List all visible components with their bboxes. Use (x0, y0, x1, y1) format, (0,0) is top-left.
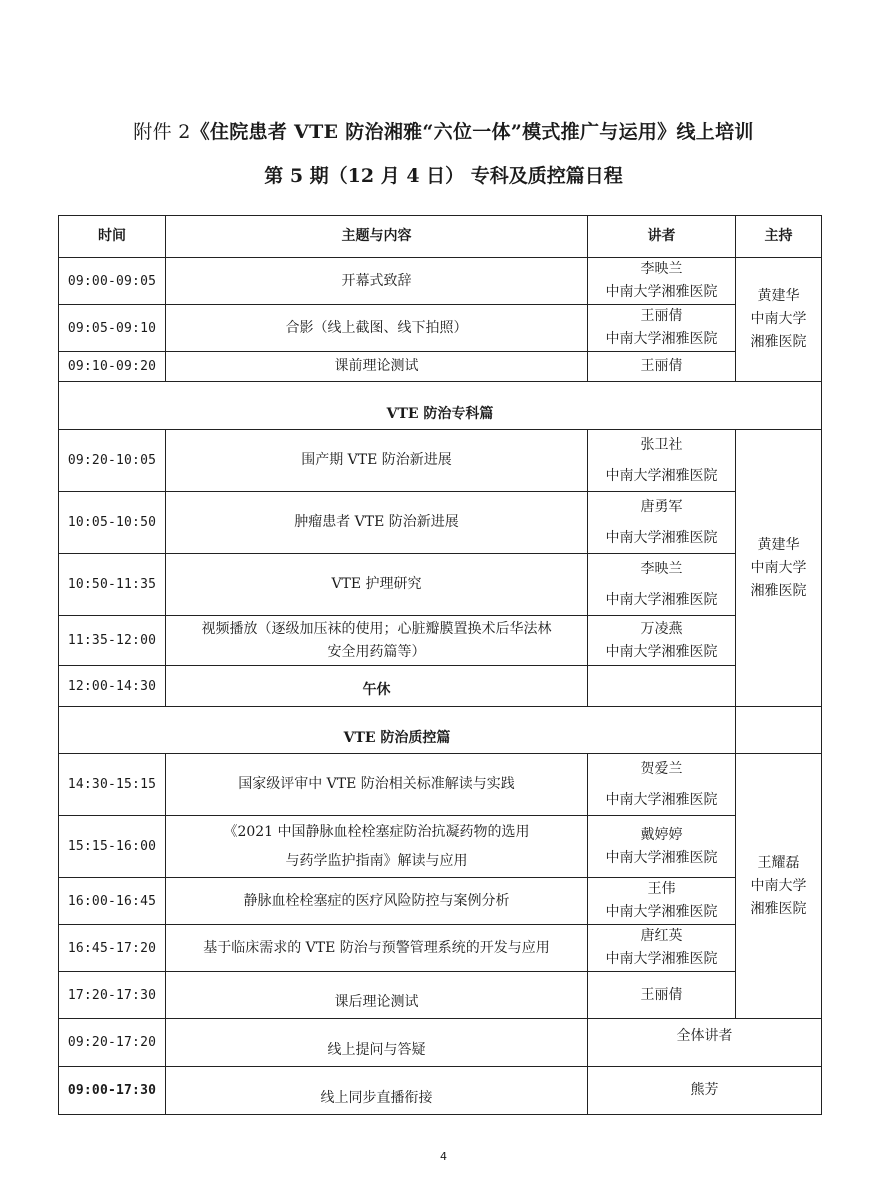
speaker-cell: 熊芳 (588, 1067, 822, 1115)
speaker-affiliation: 中南大学湘雅医院 (605, 849, 718, 866)
speaker-cell: 王丽倩 (588, 352, 736, 382)
host-name: 黄建华 (757, 536, 800, 553)
time-cell: 09:00-17:30 (59, 1067, 166, 1115)
time-cell: 16:45-17:20 (59, 925, 166, 972)
speaker-cell: 全体讲者 (588, 1019, 822, 1067)
topic-line1: 视频播放（逐级加压袜的使用；心脏瓣膜置换术后华法林 (201, 620, 552, 637)
speaker-name: 李映兰 (640, 261, 683, 277)
topic-cell: 线上提问与答疑 (166, 1019, 588, 1067)
time-cell: 17:20-17:30 (59, 972, 166, 1019)
host-cell (736, 430, 822, 707)
time-cell: 15:15-16:00 (59, 816, 166, 878)
speaker-affiliation: 中南大学湘雅医院 (605, 951, 718, 967)
time-cell: 11:35-12:00 (59, 616, 166, 666)
host-affiliation-line1: 中南大学 (750, 311, 807, 327)
speaker-name: 李映兰 (640, 560, 683, 577)
time-cell: 14:30-15:15 (59, 754, 166, 816)
speaker-name: 唐勇军 (640, 498, 683, 515)
topic-cell (166, 616, 588, 666)
header-speaker: 讲者 (588, 216, 736, 258)
attachment-label: 附件 2 (133, 121, 191, 143)
speaker-cell (588, 616, 736, 666)
speaker-name: 戴婷婷 (640, 826, 683, 843)
topic-cell: 基于临床需求的 VTE 防治与预警管理系统的开发与应用 (166, 925, 588, 972)
topic-cell: 国家级评审中 VTE 防治相关标准解读与实践 (166, 754, 588, 816)
topic-line1: 《2021 中国静脉血栓栓塞症防治抗凝药物的选用 (223, 823, 530, 840)
header-topic: 主题与内容 (166, 216, 588, 258)
topic-cell: 课前理论测试 (166, 352, 588, 382)
table-row (59, 754, 822, 816)
time-cell: 09:05-09:10 (59, 305, 166, 352)
speaker-cell (588, 554, 736, 616)
time-cell: 12:00-14:30 (59, 666, 166, 707)
speaker-cell (588, 816, 736, 878)
host-cell (736, 258, 822, 382)
time-cell: 09:00-09:05 (59, 258, 166, 305)
table-row (59, 492, 822, 554)
speaker-affiliation: 中南大学湘雅医院 (605, 467, 718, 484)
empty-cell (736, 707, 822, 754)
table-row (59, 258, 822, 305)
topic-cell: 合影（线上截图、线下拍照） (166, 305, 588, 352)
header-host: 主持 (736, 216, 822, 258)
time-cell: 10:05-10:50 (59, 492, 166, 554)
table-row (59, 1019, 822, 1067)
table-row (59, 554, 822, 616)
speaker-name: 贺爱兰 (640, 760, 683, 777)
table-row (59, 972, 822, 1019)
table-row (59, 616, 822, 666)
host-cell (736, 754, 822, 1019)
training-title: 《住院患者 VTE 防治湘雅“六位一体”模式推广与运用》线上培训 (190, 121, 754, 143)
section-row (59, 382, 822, 430)
table-row (59, 666, 822, 707)
document-title-line2: 第 5 期（12 月 4 日） 专科及质控篇日程 (264, 165, 623, 187)
speaker-affiliation: 中南大学湘雅医院 (605, 331, 718, 347)
topic-line2: 与药学监护指南》解读与应用 (285, 852, 468, 869)
speaker-affiliation: 中南大学湘雅医院 (605, 904, 718, 920)
speaker-cell (588, 492, 736, 554)
table-row (59, 816, 822, 878)
topic-cell: VTE 护理研究 (166, 554, 588, 616)
section-row (59, 707, 822, 754)
speaker-name: 万凌燕 (640, 620, 683, 637)
topic-cell: 午休 (166, 666, 588, 707)
time-cell: 09:20-17:20 (59, 1019, 166, 1067)
topic-line2: 安全用药篇等） (327, 643, 426, 660)
table-row (59, 352, 822, 382)
host-affiliation-line1: 中南大学 (750, 877, 807, 894)
speaker-cell (588, 666, 736, 707)
section-heading-quality: VTE 防治质控篇 (59, 707, 736, 754)
topic-cell: 课后理论测试 (166, 972, 588, 1019)
speaker-affiliation: 中南大学湘雅医院 (605, 591, 718, 608)
speaker-affiliation: 中南大学湘雅医院 (605, 529, 718, 546)
host-affiliation-line2: 湘雅医院 (750, 334, 807, 350)
speaker-cell (588, 258, 736, 305)
host-affiliation-line2: 湘雅医院 (750, 900, 807, 917)
topic-cell: 静脉血栓栓塞症的医疗风险防控与案例分析 (166, 878, 588, 925)
table-row (59, 878, 822, 925)
topic-cell: 线上同步直播衔接 (166, 1067, 588, 1115)
speaker-cell (588, 305, 736, 352)
topic-cell: 开幕式致辞 (166, 258, 588, 305)
speaker-cell (588, 878, 736, 925)
speaker-name: 王丽倩 (640, 308, 683, 324)
speaker-affiliation: 中南大学湘雅医院 (605, 284, 718, 300)
table-header-row (59, 216, 822, 258)
host-affiliation-line1: 中南大学 (750, 559, 807, 576)
host-name: 王耀磊 (757, 854, 800, 871)
table-row (59, 1067, 822, 1115)
speaker-cell (588, 925, 736, 972)
host-affiliation-line2: 湘雅医院 (750, 582, 807, 599)
host-name: 黄建华 (757, 288, 800, 304)
speaker-cell (588, 430, 736, 492)
topic-cell: 围产期 VTE 防治新进展 (166, 430, 588, 492)
speaker-affiliation: 中南大学湘雅医院 (605, 791, 718, 808)
time-cell: 09:10-09:20 (59, 352, 166, 382)
page-number: 4 (440, 1150, 447, 1163)
speaker-affiliation: 中南大学湘雅医院 (605, 643, 718, 660)
time-cell: 09:20-10:05 (59, 430, 166, 492)
table-row (59, 430, 822, 492)
speaker-name: 唐红英 (640, 928, 683, 944)
time-cell: 16:00-16:45 (59, 878, 166, 925)
section-heading-specialty: VTE 防治专科篇 (59, 382, 822, 430)
speaker-name: 张卫社 (640, 436, 683, 453)
speaker-cell (588, 754, 736, 816)
table-row (59, 305, 822, 352)
table-row (59, 925, 822, 972)
topic-cell: 肿瘤患者 VTE 防治新进展 (166, 492, 588, 554)
speaker-cell: 王丽倩 (588, 972, 736, 1019)
document-title-line1 (0, 117, 887, 144)
header-time: 时间 (59, 216, 166, 258)
schedule-table (58, 215, 822, 1115)
time-cell: 10:50-11:35 (59, 554, 166, 616)
speaker-name: 王伟 (647, 881, 676, 897)
topic-cell (166, 816, 588, 878)
